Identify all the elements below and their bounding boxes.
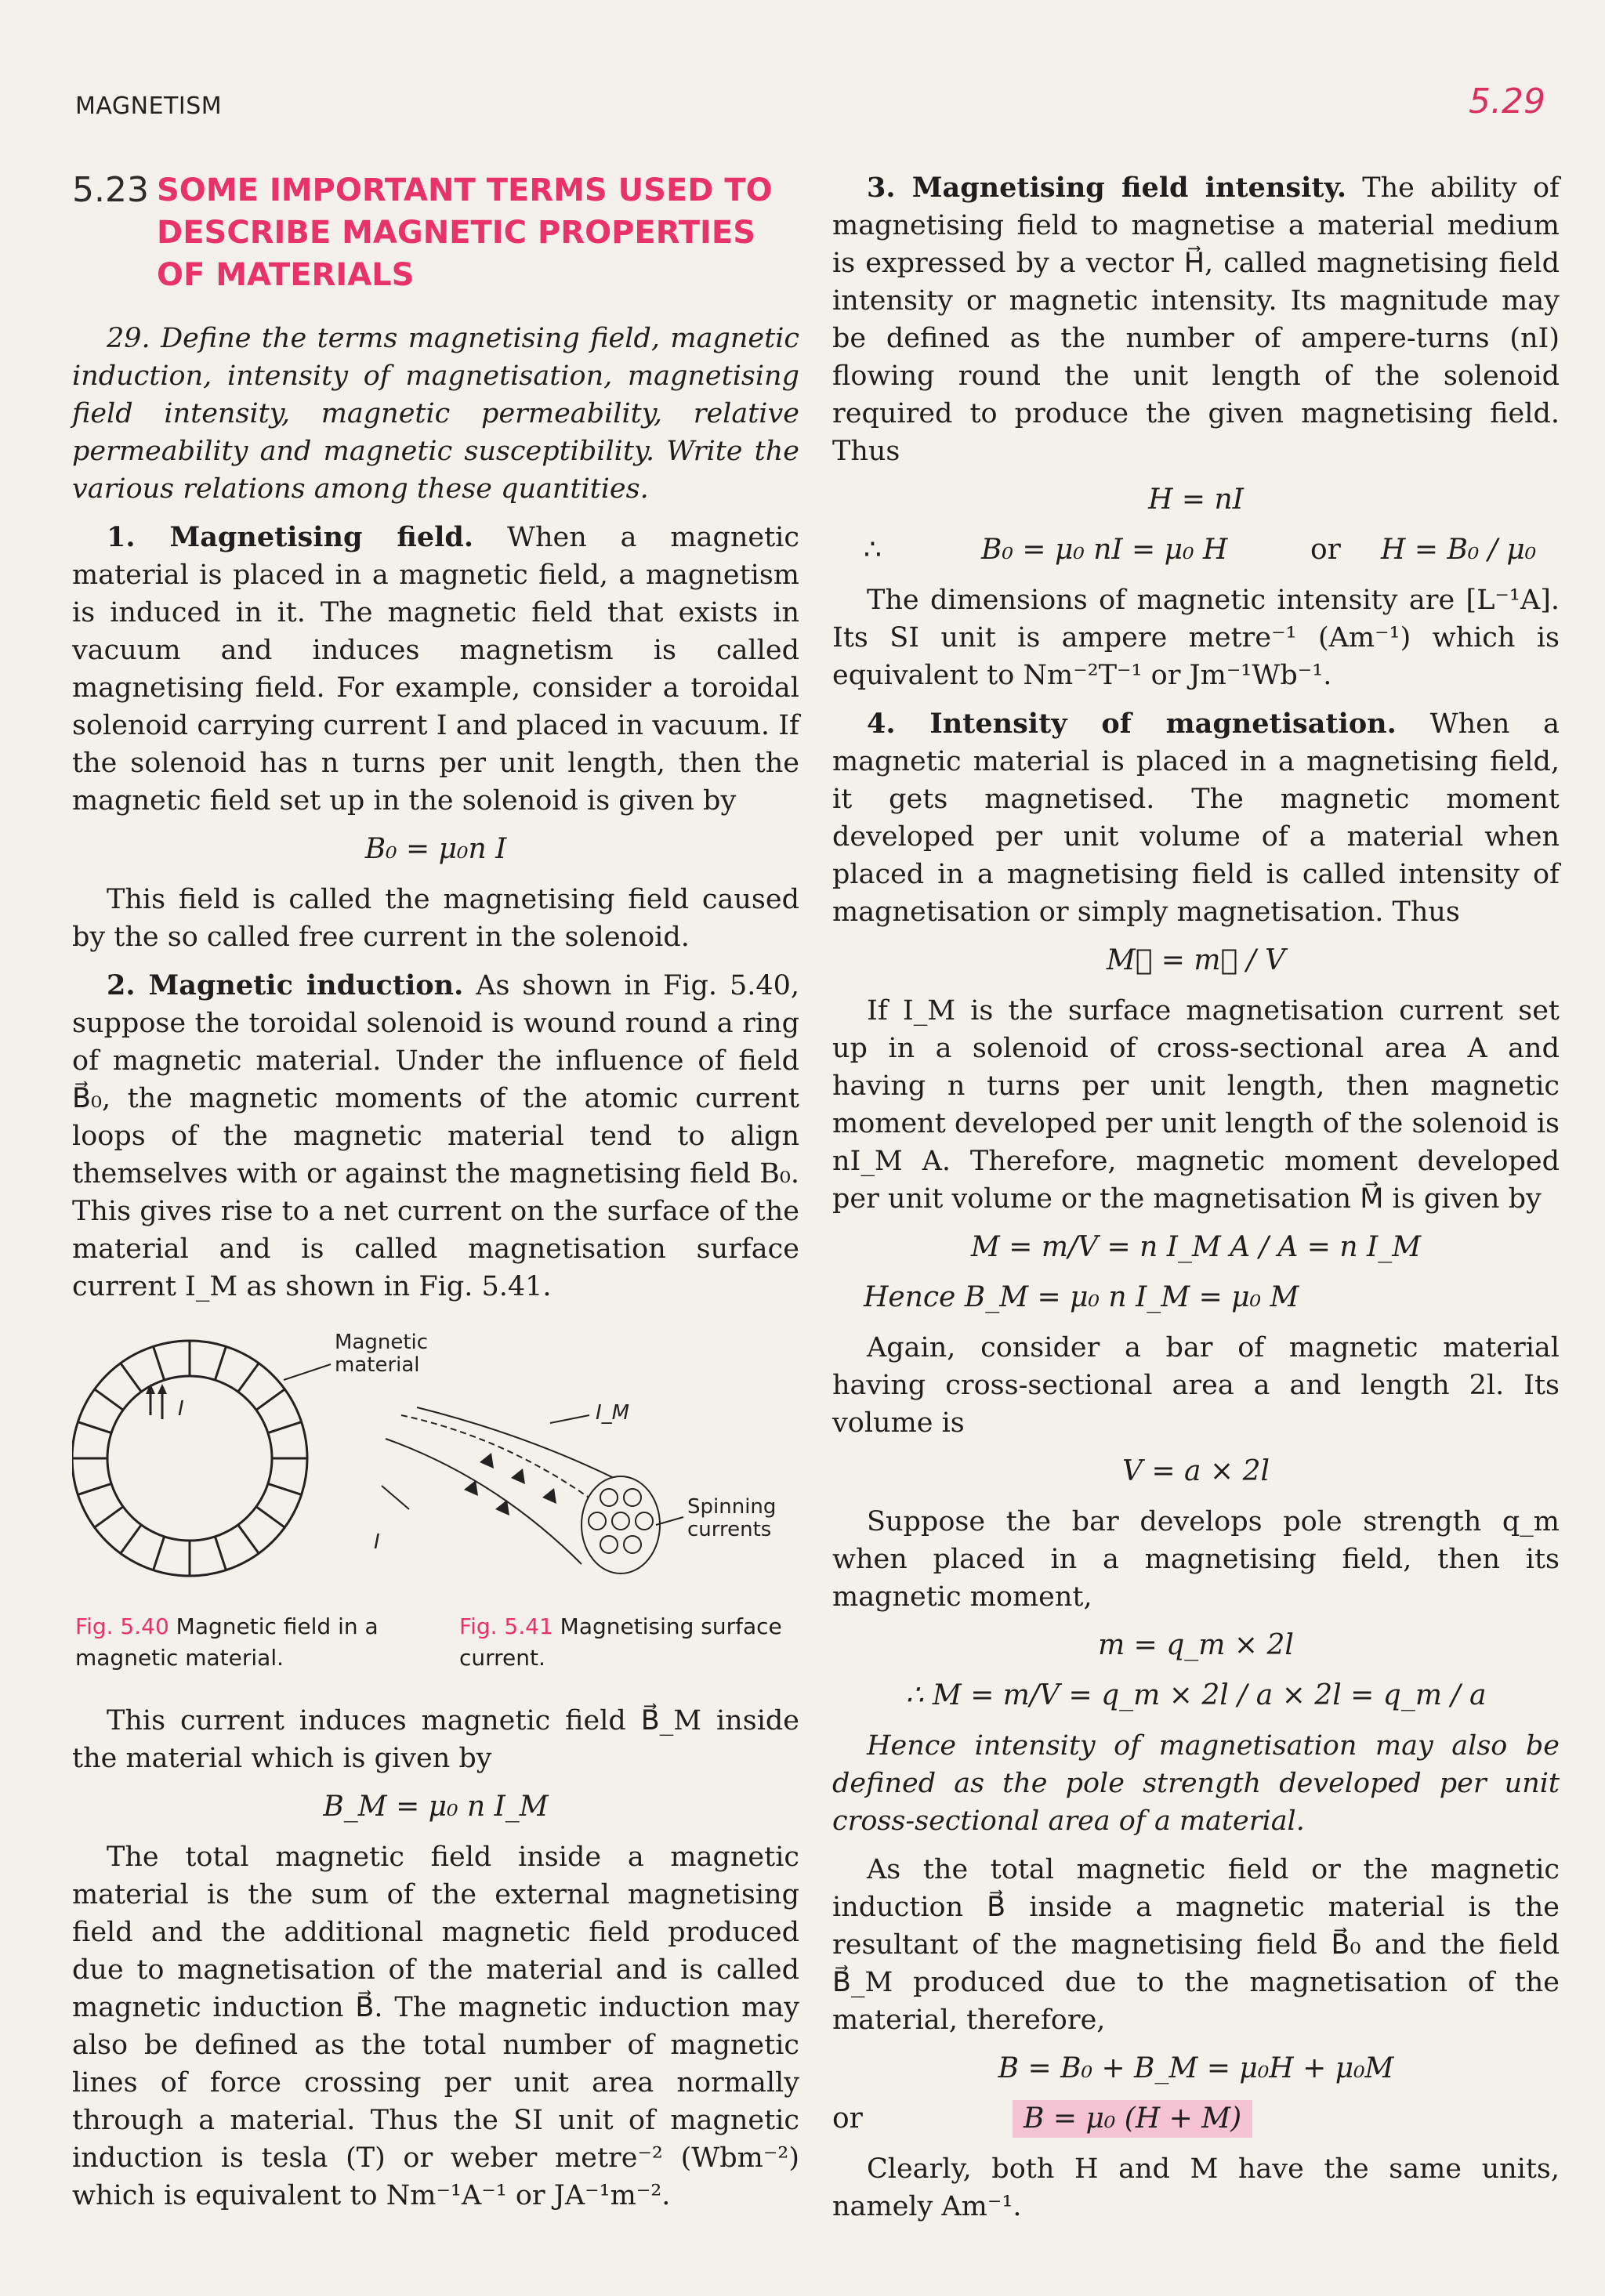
current-label-I2: I bbox=[374, 1530, 380, 1554]
winding-line bbox=[268, 1422, 302, 1433]
section-number: 5.23 bbox=[72, 170, 149, 210]
para-surface-current: If I_M is the surface magnetisation current set up in a solenoid of cross-sectional area A and having n turns per unit length, then magnetic moment developed per unit length of the solenoid is nI_M A. Therefore, magnetic moment developed per unit volume or the magnetisation M⃗ is given by bbox=[832, 995, 1560, 1215]
question-body: 29. Define the terms magnetising field, magnetic induction, intensity of magnetisation, magnetising field intensity, magnetic permeability, relative permeability and magnetic susceptibility. Write the various relations among these quantities. bbox=[72, 323, 799, 505]
label-currents: currents bbox=[687, 1518, 772, 1541]
or-word: or bbox=[1310, 534, 1341, 566]
equation-m-nim: M = m/V = n I_M A / A = n I_M bbox=[970, 1231, 1422, 1263]
para-body: The ability of magnetising field to magnetise a material medium is expressed by a vector H⃗, called magnetising field intensity or magnetic intensity. Its magnitude may be defined as the number of ampere-turns (nI) flowing round the unit length of the solenoid required to produce the given magnetising field. Thus bbox=[832, 172, 1560, 467]
equation-b0-h bbox=[832, 531, 1560, 569]
para-induced-field: This current induces magnetic field B⃗_M inside the material which is given by bbox=[72, 1705, 799, 1774]
winding-line bbox=[256, 1389, 285, 1411]
question-text bbox=[72, 320, 799, 508]
current-label-IM: I_M bbox=[596, 1401, 630, 1425]
caption-text: Magnetic field in a magnetic material. bbox=[75, 1613, 379, 1671]
winding-line bbox=[95, 1389, 124, 1411]
para-body: As shown in Fig. 5.40, suppose the toroidal solenoid is wound round a ring of magnetic material. Under the influence of field B⃗₀, the magnetic moments of the atomic current loops of the magnetic material tend to align themselves with or against the magnetising field B₀. This gives rise to a net current on the surface of the material and is called magnetisation surface current I_M as shown in Fig. 5.41. bbox=[72, 970, 799, 1302]
winding-line bbox=[121, 1363, 142, 1392]
fig-label: Fig. 5.41 bbox=[459, 1613, 553, 1639]
equation-m: M⃗ = m⃗ / V bbox=[1106, 944, 1286, 976]
equation-b-final-row bbox=[832, 2100, 1560, 2138]
winding-line bbox=[121, 1525, 142, 1554]
therefore-sign: ∴ bbox=[864, 534, 882, 566]
equation-bm: B_M = μ₀ n I_M bbox=[323, 1791, 549, 1823]
winding-line bbox=[78, 1483, 111, 1494]
para-body: When a magnetic material is placed in a magnetising field, it gets magnetised. The magnetic moment developed per unit volume of a material when placed in a magnetising field is called intensity of magnetisation or simply magnetisation. Thus bbox=[832, 708, 1560, 928]
para-magnetising-field bbox=[72, 519, 799, 820]
cylinder-figure bbox=[374, 1401, 776, 1574]
toroid-figure bbox=[72, 1341, 307, 1576]
para-units: Clearly, both H and M have the same units, namely Am⁻¹. bbox=[832, 2153, 1560, 2222]
winding-line bbox=[154, 1537, 165, 1570]
para-resultant: As the total magnetic field or the magnetic induction B⃗ inside a magnetic material is the resultant of the magnetising field B⃗₀ and the field B⃗_M produced due to the magnetisation of the material, therefore, bbox=[832, 1854, 1560, 2036]
term-heading: 3. Magnetising field intensity. bbox=[867, 172, 1347, 204]
winding-line bbox=[95, 1507, 124, 1528]
equation-right: H = B₀ / μ₀ bbox=[1381, 534, 1537, 566]
para-magnetising-intensity bbox=[832, 169, 1560, 470]
label-magnetic-material-2: material bbox=[335, 1353, 420, 1377]
fig-5-40-caption bbox=[72, 1611, 459, 1674]
fig-label: Fig. 5.40 bbox=[75, 1613, 169, 1639]
winding-line bbox=[154, 1346, 165, 1380]
current-label-I: I bbox=[178, 1397, 184, 1421]
para-pole-strength: Suppose the bar develops pole strength q_m when placed in a magnetising field, then its magnetic moment, bbox=[832, 1506, 1560, 1613]
para-total-field: The total magnetic field inside a magnetic material is the sum of the external magnetising field and the additional magnetic field produced due to magnetisation of the material and is called magnetic induction B⃗. The magnetic induction may also be defined as the total number of magnetic lines of force crossing per unit area normally through a material. Thus the SI unit of magnetic induction is tesla (T) or weber metre⁻² (Wbm⁻²) which is equivalent to Nm⁻¹A⁻¹ or JA⁻¹m⁻². bbox=[72, 1842, 799, 2211]
label-magnetic-material-1: Magnetic bbox=[335, 1331, 429, 1354]
equation-h: H = nI bbox=[1148, 483, 1244, 516]
winding-line bbox=[256, 1507, 285, 1528]
para-free-current: This field is called the magnetising field caused by the so called free current in the solenoid. bbox=[72, 884, 799, 953]
equation-b-final: B = μ₀ (H + M) bbox=[1013, 2100, 1252, 2138]
winding-line bbox=[238, 1363, 259, 1392]
fig-5-41-caption bbox=[459, 1611, 796, 1674]
equation-left: B₀ = μ₀ nI = μ₀ H bbox=[981, 534, 1228, 566]
equation-b0: B₀ = μ₀n I bbox=[364, 833, 507, 865]
para-body: When a magnetic material is placed in a magnetic field, a magnetism is induced in it. The magnetic field that exists in vacuum and induces magnetism is called magnetising field. For example, consider a toroidal solenoid carrying current I and placed in vacuum. If the solenoid has n turns per unit length, then the magnetic field set up in the solenoid is given by bbox=[72, 522, 799, 817]
figure-diagrams bbox=[72, 1321, 799, 1603]
term-heading: 1. Magnetising field. bbox=[107, 521, 474, 553]
or-word: or bbox=[832, 2102, 863, 2135]
section-title: SOME IMPORTANT TERMS USED TO DESCRIBE MAGNETIC PROPERTIES OF MATERIALS bbox=[157, 172, 773, 293]
winding-line bbox=[238, 1525, 259, 1554]
winding-line bbox=[215, 1346, 226, 1380]
equation-b-sum: B = B₀ + B_M = μ₀H + μ₀M bbox=[998, 2052, 1394, 2084]
figure-captions bbox=[72, 1611, 799, 1674]
term-heading: 4. Intensity of magnetisation. bbox=[867, 708, 1397, 740]
equation-bm-mu: Hence B_M = μ₀ n I_M = μ₀ M bbox=[864, 1281, 1299, 1313]
equation-m-qm: ∴ M = m/V = q_m × 2l / a × 2l = q_m / a bbox=[905, 1679, 1487, 1711]
figures bbox=[72, 1321, 799, 1603]
section-heading bbox=[72, 169, 799, 296]
term-heading: 2. Magnetic induction. bbox=[107, 969, 464, 1001]
para-definition: Hence intensity of magnetisation may also be defined as the pole strength developed per unit cross-sectional area of a material. bbox=[832, 1730, 1560, 1837]
left-column bbox=[72, 169, 799, 2225]
label-spinning: Spinning bbox=[687, 1495, 777, 1519]
right-column bbox=[832, 169, 1560, 2236]
page-number: 5.29 bbox=[1469, 81, 1545, 121]
para-magnetic-induction bbox=[72, 967, 799, 1306]
para-intensity-magnetisation bbox=[832, 705, 1560, 931]
para-bar: Again, consider a bar of magnetic material having cross-sectional area a and length 2l. Its volume is bbox=[832, 1332, 1560, 1439]
para-dimensions: The dimensions of magnetic intensity are [L⁻¹A]. Its SI unit is ampere metre⁻¹ (Am⁻¹) which is equivalent to Nm⁻²T⁻¹ or Jm⁻¹Wb⁻¹. bbox=[832, 585, 1560, 691]
equation-moment: m = q_m × 2l bbox=[1098, 1629, 1294, 1661]
caption-text: Magnetising surface current. bbox=[459, 1613, 782, 1671]
winding-line bbox=[78, 1422, 111, 1433]
equation-v: V = a × 2l bbox=[1122, 1455, 1270, 1487]
running-head: MAGNETISM bbox=[75, 92, 223, 120]
winding-line bbox=[268, 1483, 302, 1494]
winding-line bbox=[215, 1537, 226, 1570]
